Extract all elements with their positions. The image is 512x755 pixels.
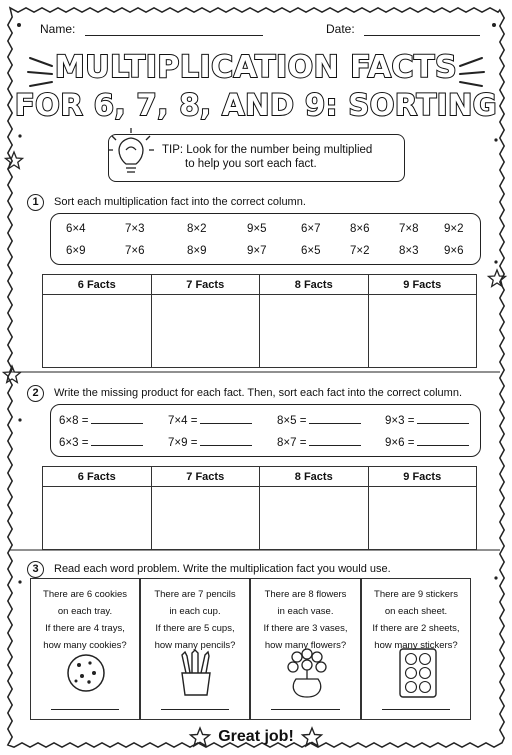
- q3-instruction: Read each word problem. Write the multiplication fact you would use.: [54, 563, 391, 575]
- equation-item: 9×6 =: [385, 436, 469, 449]
- answer-blank[interactable]: [200, 414, 252, 424]
- answer-line[interactable]: [382, 709, 450, 710]
- answer-cell[interactable]: [43, 295, 152, 368]
- answer-blank[interactable]: [309, 436, 361, 446]
- problem-line: how many cookies?: [43, 640, 127, 651]
- answer-blank[interactable]: [200, 436, 252, 446]
- q1-instruction: Sort each multiplication fact into the correct column.: [54, 196, 306, 208]
- footer-great-job: Great job!: [218, 728, 294, 745]
- answer-cell[interactable]: [151, 295, 260, 368]
- word-problem-card-pencils: [140, 578, 250, 720]
- answer-blank[interactable]: [91, 436, 143, 446]
- q2-sort-table: [42, 466, 477, 550]
- fact-item: 7×2: [350, 245, 370, 257]
- answer-blank[interactable]: [91, 414, 143, 424]
- answer-cell[interactable]: [260, 295, 369, 368]
- problem-line: There are 8 flowers: [264, 589, 347, 600]
- answer-line[interactable]: [161, 709, 229, 710]
- fact-item: 8×2: [187, 223, 207, 235]
- equation-item: 9×3 =: [385, 414, 469, 427]
- answer-cell[interactable]: [368, 487, 477, 550]
- fact-item: 9×5: [247, 223, 267, 235]
- name-line[interactable]: [85, 25, 263, 36]
- problem-line: There are 6 cookies: [43, 589, 127, 600]
- equation-item: 8×7 =: [277, 436, 361, 449]
- word-problem-card-stickers: [361, 578, 471, 720]
- question-number-2: 2: [27, 385, 44, 402]
- column-header-6-facts: 6 Facts: [43, 467, 152, 487]
- fact-item: 7×6: [125, 245, 145, 257]
- problem-line: on each tray.: [57, 606, 113, 617]
- equation-item: 6×3 =: [59, 436, 143, 449]
- flower-vase-icon: [284, 647, 330, 699]
- problem-line: If there are 4 trays,: [45, 623, 125, 634]
- problem-line: If there are 2 sheets,: [372, 623, 460, 634]
- answer-cell[interactable]: [43, 487, 152, 550]
- problem-line: how many flowers?: [264, 640, 347, 651]
- answer-blank[interactable]: [309, 414, 361, 424]
- sticker-sheet-icon: [398, 647, 438, 699]
- fact-item: 8×6: [350, 223, 370, 235]
- question-number-1: 1: [27, 194, 44, 211]
- fact-item: 6×9: [66, 245, 86, 257]
- date-label: Date:: [326, 22, 355, 36]
- fact-item: 9×6: [444, 245, 464, 257]
- problem-line: in each cup.: [169, 606, 221, 617]
- answer-cell[interactable]: [260, 487, 369, 550]
- answer-line[interactable]: [51, 709, 119, 710]
- problem-line: how many stickers?: [374, 640, 458, 651]
- q1-sort-table: [42, 274, 477, 368]
- equation-item: 7×9 =: [168, 436, 252, 449]
- problem-line: There are 9 stickers: [374, 589, 458, 600]
- name-field[interactable]: [40, 22, 263, 36]
- date-line[interactable]: [364, 25, 480, 36]
- question-number-3: 3: [27, 561, 44, 578]
- answer-blank[interactable]: [417, 414, 469, 424]
- q2-missing-products-box: [50, 404, 481, 457]
- equation-item: 7×4 =: [168, 414, 252, 427]
- word-problem-card-cookies: [30, 578, 140, 720]
- answer-line[interactable]: [271, 709, 340, 710]
- problem-line: in each vase.: [277, 606, 334, 617]
- fact-item: 6×4: [66, 223, 86, 235]
- tip-line1: TIP: Look for the number being multiplied: [162, 144, 373, 156]
- tip-line2: to help you sort each fact.: [185, 158, 317, 170]
- equation-item: 8×5 =: [277, 414, 361, 427]
- fact-item: 7×8: [399, 223, 419, 235]
- page-title-line2: FOR 6, 7, 8, AND 9: SORTING: [14, 88, 498, 122]
- column-header-8-facts: 8 Facts: [260, 275, 369, 295]
- fact-item: 9×7: [247, 245, 267, 257]
- name-label: Name:: [40, 22, 76, 36]
- problem-line: If there are 5 cups,: [155, 623, 235, 634]
- equation-item: 6×8 =: [59, 414, 143, 427]
- fact-item: 7×3: [125, 223, 145, 235]
- q1-fact-bank: [50, 213, 481, 265]
- problem-line: on each sheet.: [384, 606, 448, 617]
- problem-line: how many pencils?: [154, 640, 236, 651]
- fact-item: 9×2: [444, 223, 464, 235]
- fact-item: 6×7: [301, 223, 321, 235]
- column-header-7-facts: 7 Facts: [151, 467, 260, 487]
- date-field[interactable]: [326, 22, 480, 36]
- column-header-9-facts: 9 Facts: [368, 467, 477, 487]
- answer-blank[interactable]: [417, 436, 469, 446]
- problem-line: If there are 3 vases,: [263, 623, 348, 634]
- fact-item: 8×9: [187, 245, 207, 257]
- q2-instruction: Write the missing product for each fact. Then, sort each fact into the correct column.: [54, 387, 463, 399]
- fact-item: 6×5: [301, 245, 321, 257]
- answer-cell[interactable]: [368, 295, 477, 368]
- fact-item: 8×3: [399, 245, 419, 257]
- column-header-6-facts: 6 Facts: [43, 275, 152, 295]
- pencil-cup-icon: [174, 649, 218, 697]
- problem-line: There are 7 pencils: [154, 589, 236, 600]
- cookie-icon: [64, 651, 108, 695]
- answer-cell[interactable]: [151, 487, 260, 550]
- column-header-7-facts: 7 Facts: [151, 275, 260, 295]
- column-header-8-facts: 8 Facts: [260, 467, 369, 487]
- word-problem-card-flowers: [250, 578, 361, 720]
- page-title-line1: MULTIPLICATION FACTS: [54, 50, 458, 85]
- column-header-9-facts: 9 Facts: [368, 275, 477, 295]
